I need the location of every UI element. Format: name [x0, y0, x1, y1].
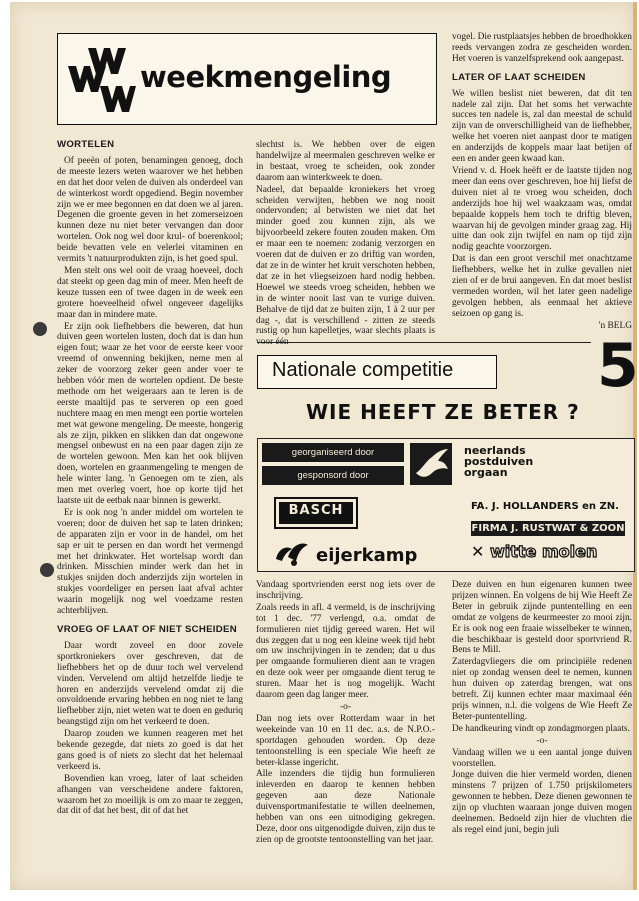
paragraph: Daar wordt zoveel en door zovele sportkroniekers over geschreven, dat de liefhebbers het op de duur toch wel vervelend vinden. Vervelend om altijd hetzelfde liedje te horen en anderzijds vervelend omdat zij die onvoldoende ervaring hebben en nog niet te lang liefhebber zijn, niet weten wat te doen en geduriq beangstigd zijn om het verkeerd te doen. [57, 640, 243, 728]
paragraph: Dat is dan een groot verschil met onachtzame liefhebbers, welke het in zulke gevallen niet zien of er de brui aangeven. En dat moet beslist vermeden worden, wil het later geen nadelige gevolgen hebben, als eenmaal het aktieve seizoen op gang is. [452, 254, 632, 319]
column-2 [256, 140, 435, 349]
sponsor-block [257, 438, 635, 572]
episode-number: 5 [597, 331, 639, 401]
witte-molen-logo: ✕ witte molen [471, 542, 598, 561]
pigeon-pair-icon [272, 535, 312, 567]
sponsor-hollanders: FA. J. HOLLANDERS en ZN. [471, 501, 619, 512]
separator: -o- [340, 701, 351, 712]
competition-headline: WIE HEEFT ZE BETER ? [306, 400, 580, 424]
binder-hole [40, 563, 54, 577]
organizer-name: neerlands postduiven orgaan [464, 444, 534, 479]
paragraph: Zaterdagvliegers die om principiële redenen niet op zondag wensen deel te nemen, kunnen hun duiven op zaterdag brengen, wat ons betreft. Zij kunnen echter maar maximaal één prijs winnen, n.l. die volgens de Wie Heeft Ze Beter-puntentelling. [452, 657, 632, 722]
dove-logo-icon [410, 443, 452, 485]
competition-title: Nationale competitie [272, 359, 454, 381]
competition-title-box [257, 355, 497, 389]
sponsored-label: gesponsord door [262, 466, 404, 485]
paragraph: Jonge duiven die hier vermeld worden, dienen minstens 7 prijzen of 1.750 prijskilometers gewonnen te hebben. Deze dienen gewonnen te zijn op vluchten waaraan jonge duiven mogen deelnemen. Bedoeld zijn hier de vluchten die als regel eind juni, begin juli [452, 770, 632, 835]
paragraph: Vandaag sportvrienden eerst nog iets over de inschrijving. [256, 580, 435, 601]
separator: -o- [536, 735, 548, 746]
section-heading: LATER OF LAAT SCHEIDEN [452, 71, 586, 83]
paragraph: Er zijn ook liefhebbers die beweren, dat hun duiven geen wortelen lusten, doch dat is dan hun eigen fout; waar ze het voor de eerste keer voor vreemd of onwenning bekijken, neme men al zeker de voorzorg zeker geen ander voer te hebben vóór men de wortelen opdient. De beste methode om het weigeraars aan te leren is de eerste maaltijd pas te serveren op een goed nuchtere maag en men mengt een portie wortelen met wat gewone mengeling. De meeste, hongerig als ze zijn, pikken en slikken dan dat ongewone mengsel onbewust en na een paar dagen zijn ze de wortelen gewoon. Men kan het ook blijven doen, wortelen en graanmengeling te mengen de hele winter lang. 'n Genoegen om te zien, als men met overleg voert, hoe op korte tijd het laatste uit de eetbak naar binnen is gewerkt. [57, 321, 243, 506]
masthead-title: weekmengeling [140, 60, 392, 94]
paragraph: slechtst is. We hebben over de eigen handelwijze al meermalen geschreven welke er in bestaat, vroeg te scheiden, ook zonder daarom aan winterkweek te doen. [256, 140, 435, 183]
organized-label: georganiseerd door [262, 443, 404, 462]
paragraph: We willen beslist niet beweren, dat dit ten nadele zal zijn. Dat het soms het verwachte succes ten nadele is, zal dan meestal de schuld zijn van de onverschilligheid van de liefhebber, welke het voeren niet aanpast door te matigen en anderzijds de koppels maar laat betijen of een en ander geen kwaad kan. [452, 88, 632, 165]
masthead [57, 33, 437, 125]
paragraph: Bovendien kan vroeg, later of laat scheiden afhangen van verscheidene andere faktoren, waarom het zo moeilijk is om zo maar te zeggen, dat dit of dat het best, dit of dat het [57, 773, 243, 817]
paragraph: De handkeuring vindt op zondagmorgen plaats. [452, 723, 630, 734]
basch-logo: BASCH [274, 497, 358, 529]
paragraph: Nadeel, dat bepaalde kroniekers het vroeg scheiden verwijten, hebben we nog nooit ondervonden; al betwisten we niet dat het minder goed zou kunnen zijn, als we bijvoorbeeld zekere fouten zouden maken. Om er maar een te noemen: zodanig verzorgen en voeren dat de duiven er zo driftig van worden, dat ze in de winter het kruit verschoten hebben, dat ze in het vliegseizoen hard nodig hebben. Hoewel we steeds vroeg scheiden, hebben we in de winter nooit last van te vurige duiven. Behalve de tijd dat ze buiten zijn, 1 à 2 uur per dag -, dat is verschillend - zitten ze steeds rustig op hun kapelletjes, waar slechts plaats is [256, 184, 435, 337]
section-heading: VROEG OF LAAT OF NIET SCHEIDEN [57, 623, 237, 635]
paragraph: Of peeën of poten, benamingen genoeg, doch de meeste lezers weten waarover we het hebben en dat het door velen de duiven als onderdeel van de winterkost wordt opgediend. Begin november zijn we er mee begonnen en dat doen we al jaren. Degenen die groente geven in het zomerseizoen kunnen deze nu niet beter vervangen dan door wortelen. Ook nog wel door krul- of boerenkool; beide bevatten vele en velerlei vitaminen en vermits 't natuurprodukten zijn, is het goed spul. [57, 155, 243, 265]
paragraph: Zoals reeds in afl. 4 vermeld, is de inschrijving tot 1 dec. '77 verlengd, o.a. omdat de formulieren niet tijdig gereed waren. Het wil dus zeggen dat u nog een kleine week tijd hebt om uw inschrijvingen in te zenden; dat u dus per omgaande formulieren dient aan te vragen en deze ook weer per omgaande dient terug te sturen. Maar het is nog mogelijk. Wacht daarom geen dag langer meer. [256, 602, 435, 701]
column-1 [57, 140, 243, 818]
paragraph: Deze duiven en hun eigenaren kunnen twee prijzen winnen. En volgens de bij Wie Heeft Ze Beter in gebruik zijnde puntentelling en een omdat ze volgens de keurmeester zo mooi zijn. Er is ook nog een fraaie wisselbeker te winnen, die beschikbaar is gesteld door sportvriend R. Bens te Mill. [452, 580, 632, 656]
paragraph: vogel. Die rustplaatsjes hebben de broedhokken reeds vervangen zodra ze gescheiden worden. Het voeren is vanzelfsprekend ook aangepast. [452, 32, 632, 64]
paragraph: Vandaag willen we u een aantal jonge duiven voorstellen. [452, 747, 632, 769]
paragraph: Er is ook nog 'n ander middel om wortelen te voeren; door de duiven het sap te laten drinken; de apparaten zijn er voor in de handel, om het sap er uit te persen en dan wordt het vermengd met het drinkwater. Het wortelsap wordt dan drinken. Misschien minder werk dan het in stukjes snijden doch anderzijds zijn wortelen in stukjes voordeliger en persen laat afval achter waarin mogelijk nog wel voedzame resten achterblijven. [57, 507, 243, 617]
paragraph: Men stelt ons wel ooit de vraag hoeveel, doch dat steekt op geen dag min of meer. Men heeft de keuze tussen een of twee dagen in de week een grotere hoeveelheid ofwel ongeveer dagelijks maar dan in mindere mate. [57, 265, 243, 320]
sponsor-rustwat: FIRMA J. RUSTWAT & ZOON [471, 523, 625, 534]
paragraph: Alle inzenders die tijdig hun formulieren inleverden en daarop te kennen hebben gegeven aan deze Nationale duivensportmanifestatie te willen deelnemen, hebben van ons een uitnodiging gekregen. Deze, door ons uitgenodigde duiven, zijn dus te zien op de grootste tentoonstelling van het jaar. [256, 769, 435, 845]
weekmengeling-logo-icon [66, 40, 136, 118]
eijerkamp-text: eijerkamp [316, 545, 418, 566]
column-4 [256, 580, 435, 847]
paragraph: Daarop zouden we kunnen reageren met het bekende gezegde, dat niets zo goed is dat het gans goed is of niets zo slecht dat het helemaal verkeerd is. [57, 729, 243, 772]
paragraph: Dan nog iets over Rotterdam waar in het weekeinde van 10 en 11 dec. a.s. de N.P.O.-sportdagen gehouden worden. Op deze tentoonstelling is een speciale Wie heeft ze beter-klasse ingericht. [256, 713, 435, 768]
windmill-icon: ✕ [471, 542, 485, 561]
binder-hole [33, 322, 47, 336]
column-3 [452, 32, 632, 333]
column-5 [452, 580, 632, 837]
section-heading: WORTELEN [57, 139, 115, 150]
author-signature: 'n BELG [598, 320, 632, 331]
paragraph: Vriend v. d. Hoek heëft er de laatste tijden nog meer dan eens over geschreven, hoe hij liefst de duiven niet al te vroeg wou scheiden, doch anderzijds hoe hij wel waakzaam was, omdat bepaalde koppels hem toch te driftig bleven, waarvan hij de gevolgen minder graag zag. Hij uitte dan ook zijn twijfel en nam op tijd zijn nodig geachte voorzorgen. [452, 165, 632, 253]
divider [257, 342, 591, 343]
